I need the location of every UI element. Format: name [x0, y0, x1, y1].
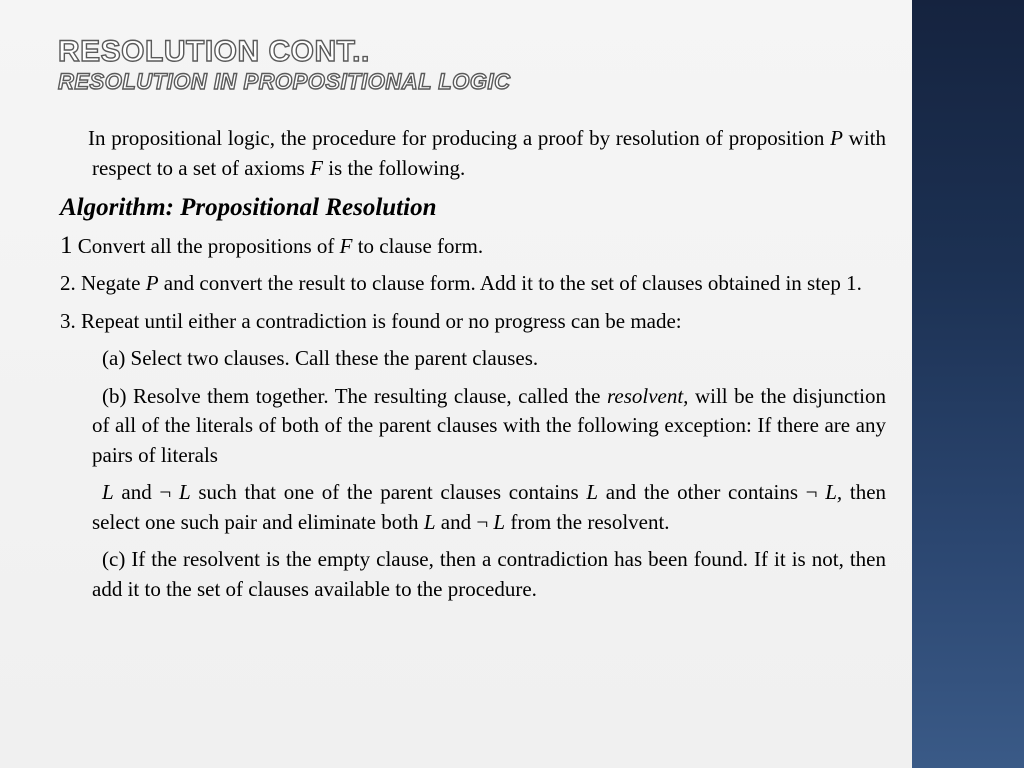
step-3c: (c) If the resolvent is the empty clause, then a contradiction has been found. If it is not, then add it to the set of clauses available to the procedure.: [92, 547, 886, 601]
literal-pair-rule: L and ¬ L such that one of the parent clauses contains L and the other contains ¬ L, then select one such pair and eliminate both L and ¬ L from the resolvent.: [92, 480, 887, 534]
algorithm-heading: Algorithm: Propositional Resolution: [60, 194, 437, 221]
step-3a: (a) Select two clauses. Call these the parent clauses.: [102, 346, 539, 370]
slide-subtitle: RESOLUTION IN PROPOSITIONAL LOGIC: [58, 69, 511, 94]
step-2: 2. Negate P and convert the result to clause form. Add it to the set of clauses obtained in step 1.: [60, 271, 862, 295]
intro-paragraph: In propositional logic, the procedure for producing a proof by resolution of proposition P with respect to a set of axioms F is the following.: [88, 126, 886, 180]
title-block: [58, 36, 510, 96]
slide-body: [60, 124, 886, 604]
step-3b: (b) Resolve them together. The resulting clause, called the resolvent, will be the disjunction of all of the literals of both of the parent clauses with the following exception: If there are any pairs of literals: [92, 383, 886, 467]
slide-title: RESOLUTION CONT..: [58, 35, 370, 68]
step-3: 3. Repeat until either a contradiction is found or no progress can be made:: [60, 308, 682, 333]
decorative-sidebar: [912, 0, 1024, 768]
step-1: 1 Convert all the propositions of F to clause form.: [60, 231, 484, 259]
